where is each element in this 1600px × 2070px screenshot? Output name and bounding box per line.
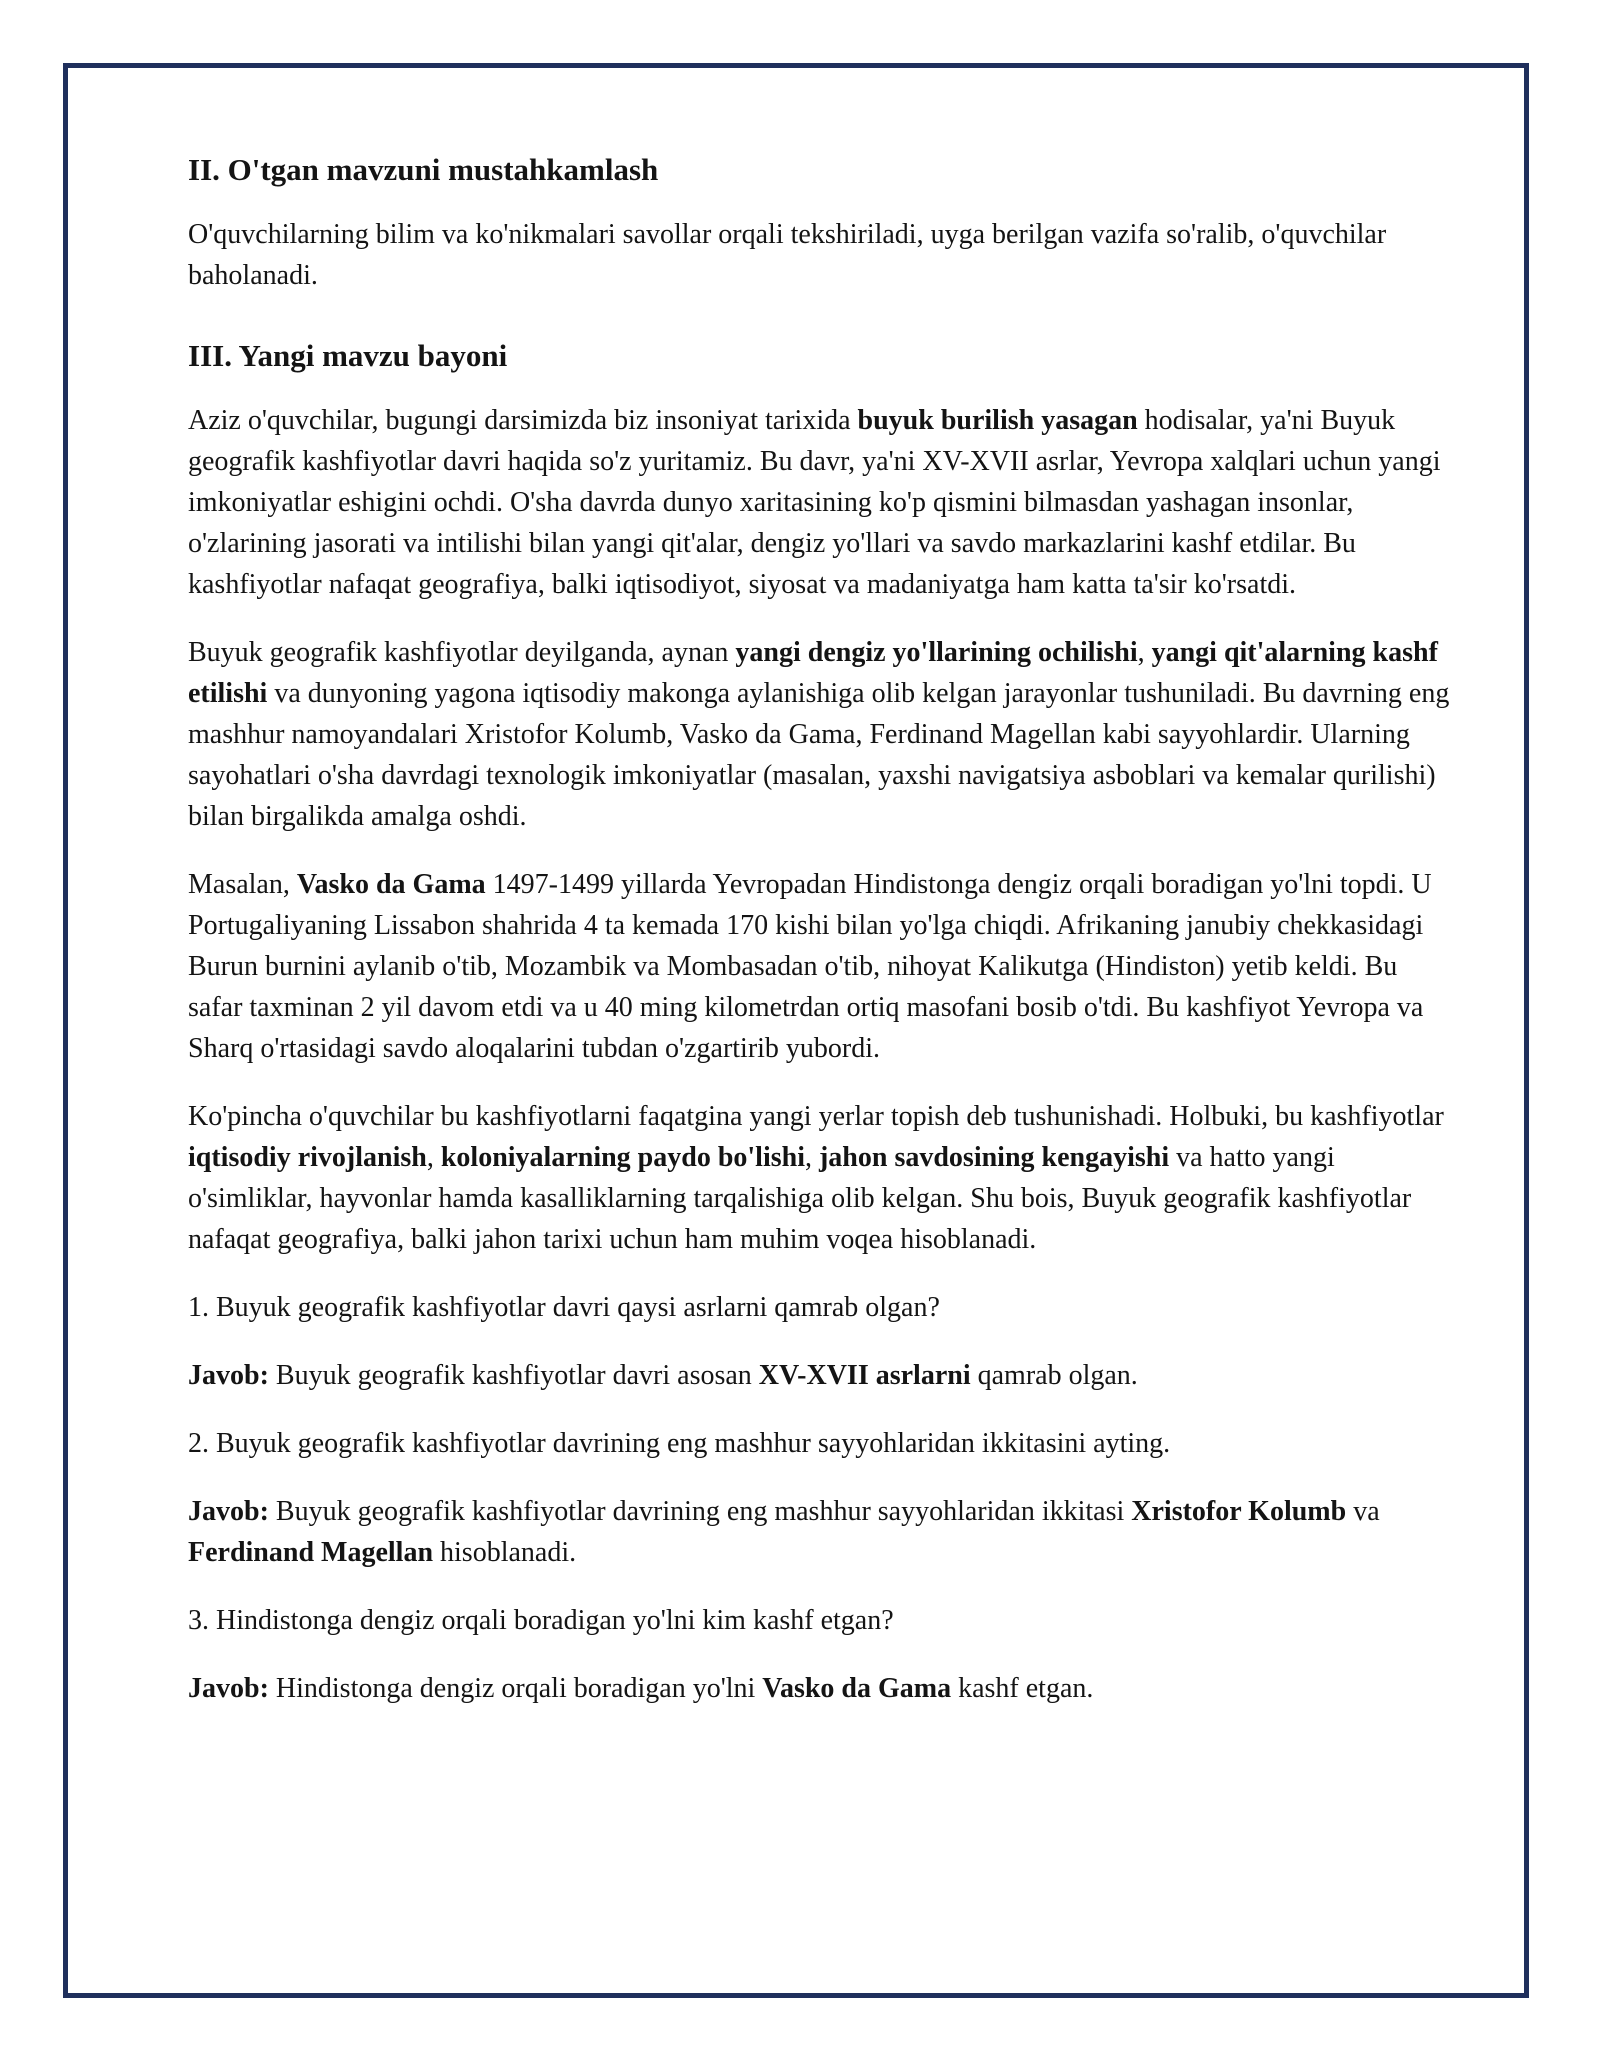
bold-phrase: koloniyalarning paydo bo'lishi: [440, 1142, 805, 1173]
bold-phrase: yangi dengiz yo'llarining ochilishi: [735, 637, 1138, 668]
text-run: kashf etgan.: [951, 1673, 1094, 1704]
text-run: va: [1346, 1496, 1380, 1527]
text-run: Buyuk geografik kashfiyotlar davrining eng mashhur sayyohlaridan ikkitasi: [268, 1496, 1132, 1527]
text-run: Buyuk geografik kashfiyotlar deyilganda, aynan: [188, 637, 736, 668]
text-run: Ko'pincha o'quvchilar bu kashfiyotlarni faqatgina yangi yerlar topish deb tushunishadi. Holbuki, bu kashfiyotlar: [188, 1101, 1444, 1132]
text-run: va dunyoning yagona iqtisodiy makonga aylanishiga olib kelgan jarayonlar tushuniladi. Bu davrning eng mashhur namoyandalari Xristofor Kolumb, Vasko da Gama, Ferdinand Magellan kabi sayyohlardir. Ularning sayohatlari o'sha davrdagi texnologik imkoniyatlar (masalan, yaxshi navigatsiya asboblari va kemalar qurilishi) bilan birgalikda amalga oshdi.: [188, 678, 1450, 832]
example-paragraph: [188, 864, 1458, 1069]
answer-label: Javob:: [188, 1673, 269, 1704]
answer-label: Javob:: [188, 1360, 269, 1391]
text-run: Masalan,: [188, 869, 297, 900]
bold-phrase: jahon savdosining kengayishi: [818, 1142, 1170, 1173]
section-heading-review: II. O'tgan mavzuni mustahkamlash: [188, 152, 659, 187]
answer-1: [188, 1355, 1458, 1396]
bold-phrase: XV-XVII asrlarni: [758, 1360, 971, 1391]
section-heading-new-topic: III. Yangi mavzu bayoni: [188, 338, 508, 373]
bold-phrase: buyuk burilish yasagan: [857, 405, 1138, 436]
bold-phrase: iqtisodiy rivojlanish: [188, 1142, 427, 1173]
bold-phrase: Vasko da Gama: [296, 869, 486, 900]
significance-paragraph: [188, 1096, 1458, 1260]
text-run: hisoblanadi.: [433, 1537, 577, 1568]
text-run: Buyuk geografik kashfiyotlar davri asosan: [268, 1360, 759, 1391]
text-run: hodisalar, ya'ni Buyuk geografik kashfiyotlar davri haqida so'z yuritamiz. Bu davr, ya'ni XV-XVII asrlar, Yevropa xalqlari uchun yangi imkoniyatlar eshigini ochdi. O'sha davrda dunyo xaritasining ko'p qismini bilmasdan yashagan insonlar, o'zlarining jasorati va intilishi bilan yangi qit'alar, dengiz yo'llari va savdo markazlarini kashf etdilar. Bu kashfiyotlar nafaqat geografiya, balki iqtisodiyot, siyosat va madaniyatga ham katta ta'sir ko'rsatdi.: [188, 405, 1441, 600]
text-run: ,: [426, 1142, 441, 1173]
answer-2: [188, 1491, 1458, 1573]
text-run: ,: [1137, 637, 1152, 668]
definition-paragraph: [188, 632, 1458, 837]
bold-phrase: Vasko da Gama: [762, 1673, 952, 1704]
question-2: 2. Buyuk geografik kashfiyotlar davrining eng mashhur sayyohlaridan ikkitasini ayting.: [188, 1428, 1171, 1459]
text-run: 1497-1499 yillarda Yevropadan Hindistonga dengiz orqali boradigan yo'lni topdi. U Portugaliyaning Lissabon shahrida 4 ta kemada 170 kishi bilan yo'lga chiqdi. Afrikaning janubiy chekkasidagi Burun burnini aylanib o'tib, Mozambik va Mombasadan o'tib, nihoyat Kalikutga (Hindiston) yetib keldi. Bu safar taxminan 2 yil davom etdi va u 40 ming kilometrdan ortiq masofani bosib o'tdi. Bu kashfiyot Yevropa va Sharq o'rtasidagi savdo aloqalarini tubdan o'zgartirib yubordi.: [188, 869, 1432, 1064]
text-run: qamrab olgan.: [970, 1360, 1138, 1391]
text-run: va hatto yangi o'simliklar, hayvonlar hamda kasalliklarning tarqalishiga olib kelgan. Shu bois, Buyuk geografik kashfiyotlar nafaqat geografiya, balki jahon tarixi uchun ham muhim voqea hisoblanadi.: [188, 1142, 1412, 1255]
answer-3: [188, 1668, 1458, 1709]
bold-phrase: Xristofor Kolumb: [1131, 1496, 1347, 1527]
question-3: 3. Hindistonga dengiz orqali boradigan yo'lni kim kashf etgan?: [188, 1605, 894, 1636]
intro-paragraph: [188, 400, 1458, 605]
bold-phrase: Ferdinand Magellan: [188, 1537, 434, 1568]
text-run: ,: [804, 1142, 819, 1173]
answer-label: Javob:: [188, 1496, 269, 1527]
document-body: [188, 148, 1458, 1736]
bold-phrase: yangi qit'alarning kashf etilishi: [188, 637, 1438, 709]
question-1: 1. Buyuk geografik kashfiyotlar davri qaysi asrlarni qamrab olgan?: [188, 1292, 940, 1323]
review-paragraph: O'quvchilarning bilim va ko'nikmalari savollar orqali tekshiriladi, uyga berilgan vazifa so'ralib, o'quvchilar baholanadi.: [188, 219, 1387, 291]
text-run: Hindistonga dengiz orqali boradigan yo'lni: [268, 1673, 763, 1704]
text-run: Aziz o'quvchilar, bugungi darsimizda biz insoniyat tarixida: [188, 405, 858, 436]
